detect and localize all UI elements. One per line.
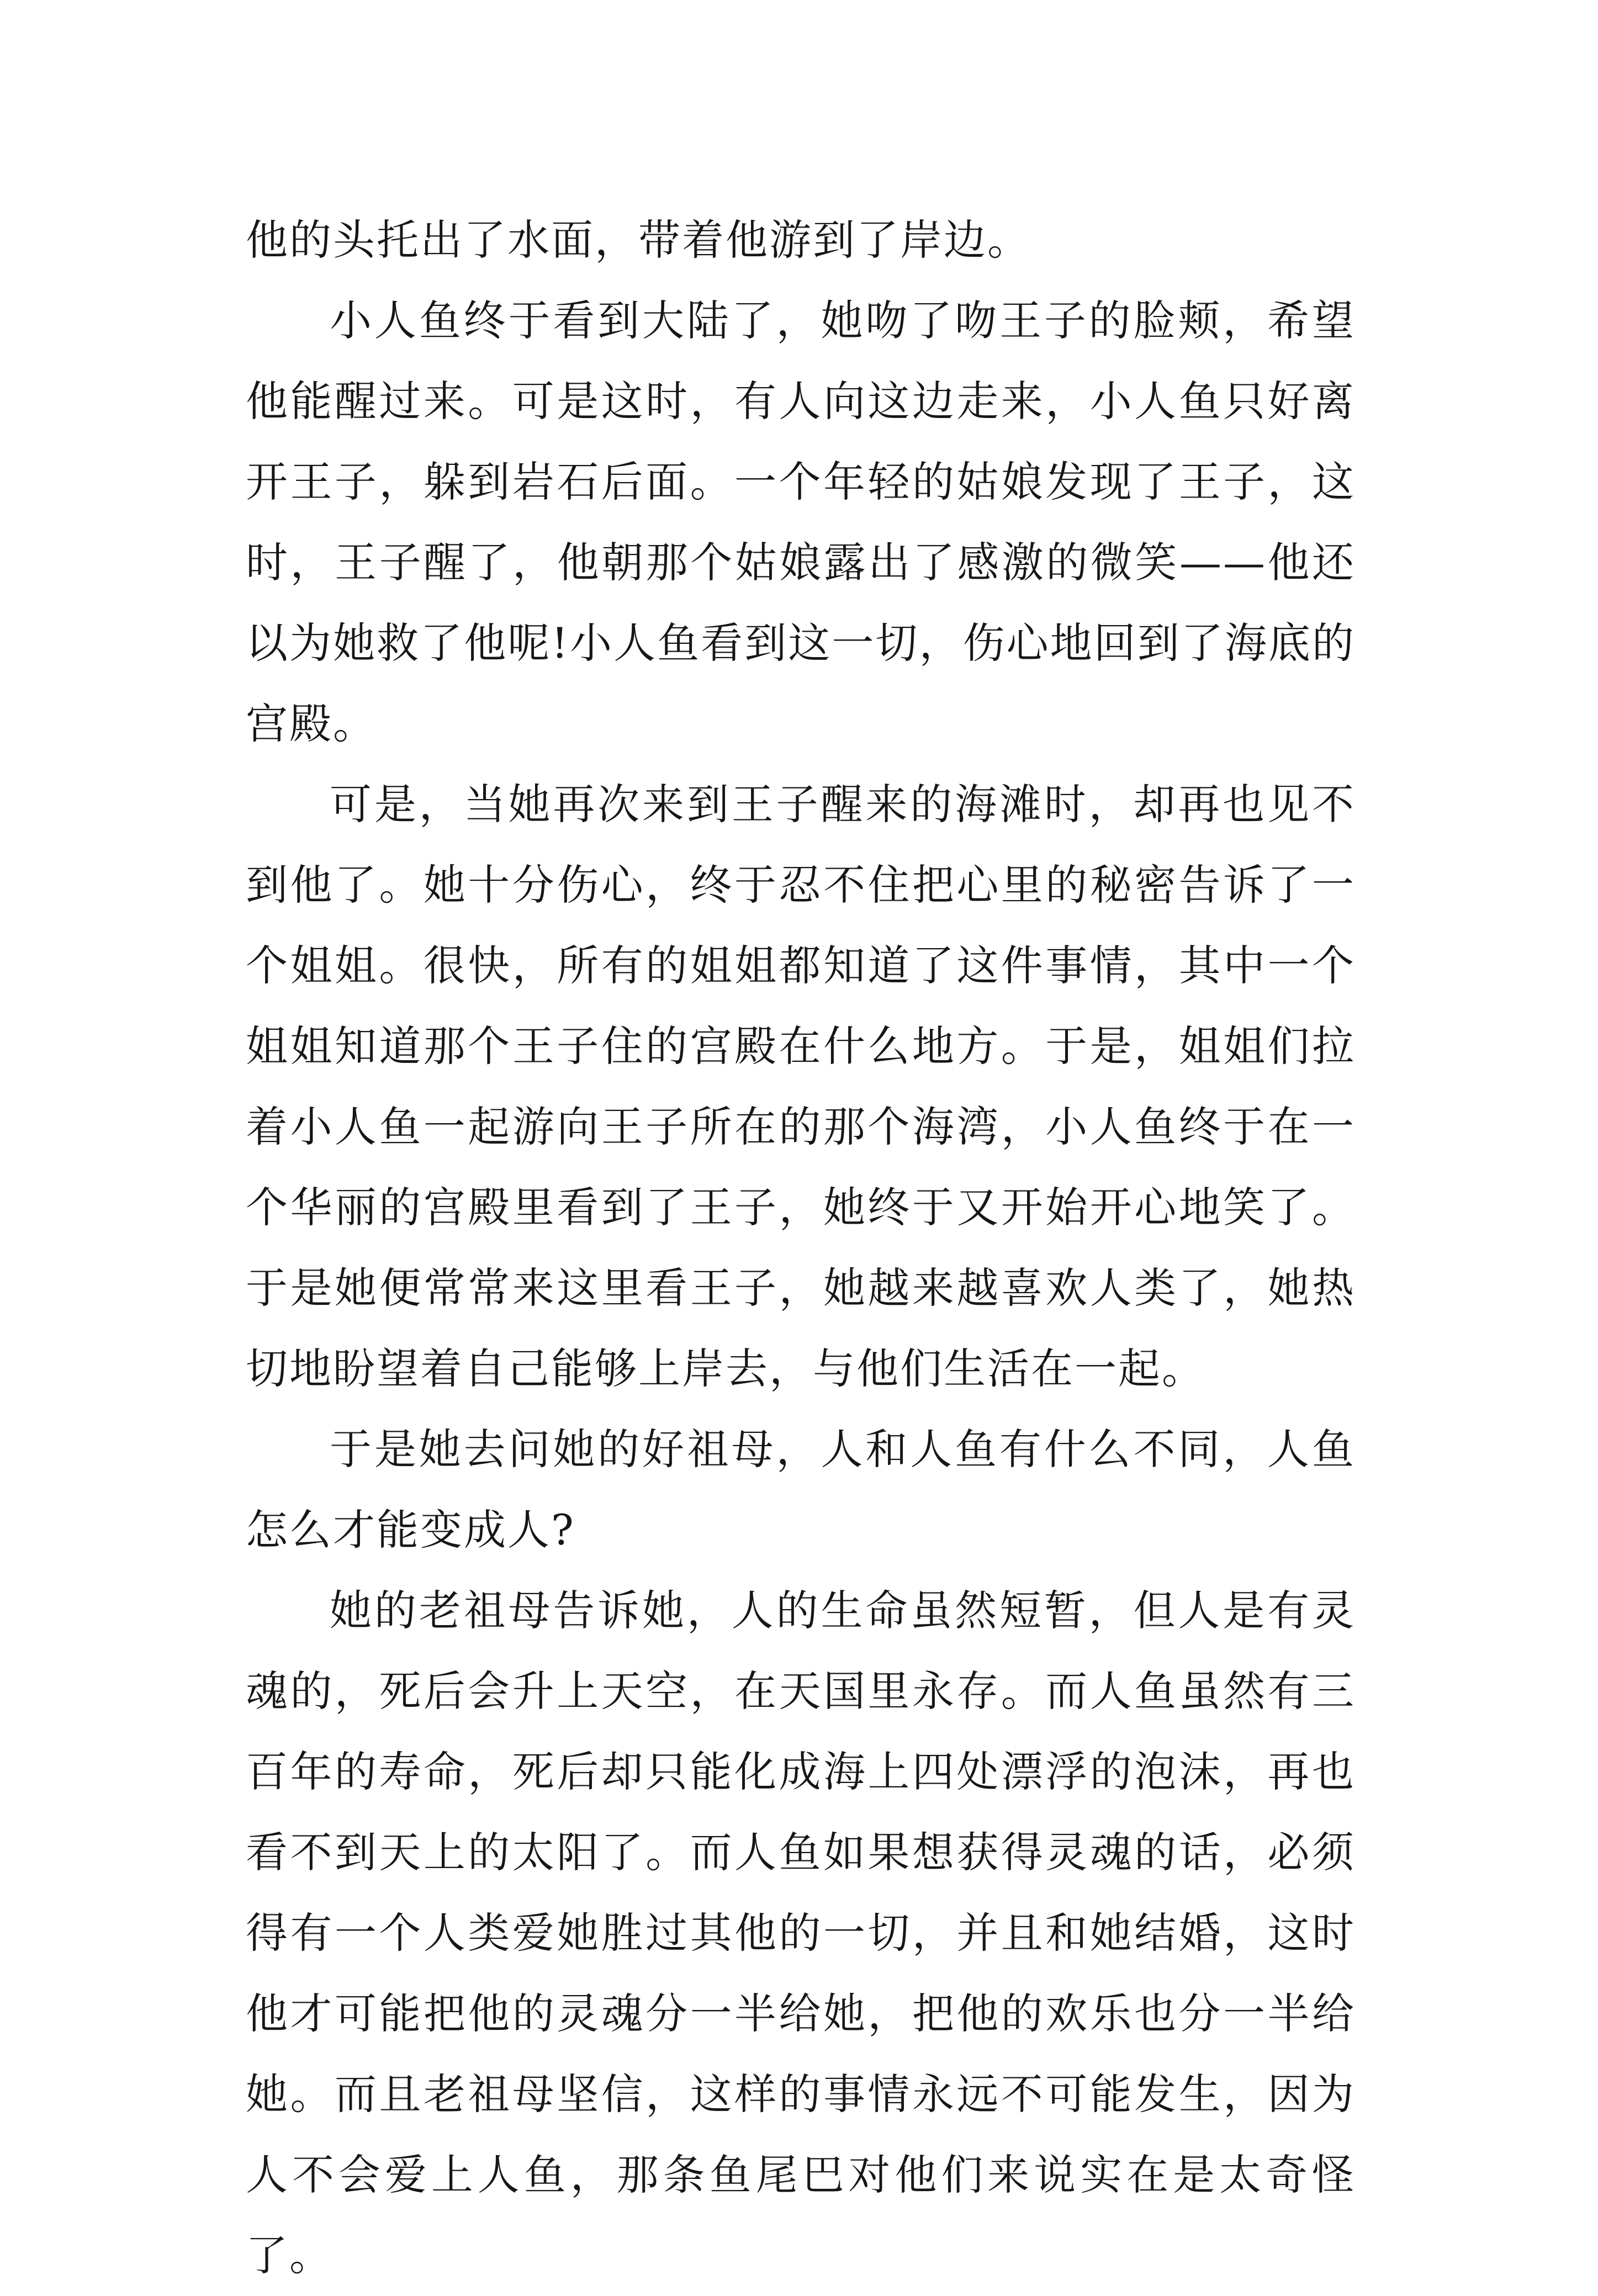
paragraph-1: 他的头托出了水面，带着他游到了岸边。 bbox=[246, 215, 1031, 264]
body-text bbox=[246, 200, 1356, 2296]
paragraph-5: 她的老祖母告诉她，人的生命虽然短暂，但人是有灵魂的，死后会升上天空，在天国里永存。而人鱼虽然有三百年的寿命，死后却只能化成海上四处漂浮的泡沫，再也看不到天上的太阳了。而人鱼如果想获得灵魂的话，必须得有一个人类爱她胜过其他的一切，并且和她结婚，这时他才可能把他的灵魂分一半给她，把他的欢乐也分一半给她。而且老祖母坚信，这样的事情永远不可能发生，因为人不会爱上人鱼，那条鱼尾巴对他们来说实在是太奇怪了。 bbox=[246, 1586, 1356, 2280]
paragraph-3: 可是，当她再次来到王子醒来的海滩时，却再也见不到他了。她十分伤心，终于忍不住把心里的秘密告诉了一个姐姐。很快，所有的姐姐都知道了这件事情，其中一个姐姐知道那个王子住的宫殿在什么地方。于是，姐姐们拉着小人鱼一起游向王子所在的那个海湾，小人鱼终于在一个华丽的宫殿里看到了王子，她终于又开始开心地笑了。于是她便常常来这里看王子，她越来越喜欢人类了，她热切地盼望着自己能够上岸去，与他们生活在一起。 bbox=[246, 780, 1356, 1393]
paragraph-4: 于是她去问她的好祖母，人和人鱼有什么不同，人鱼怎么才能变成人? bbox=[246, 1425, 1356, 1554]
paragraph-2: 小人鱼终于看到大陆了，她吻了吻王子的脸颊，希望他能醒过来。可是这时，有人向这边走来，小人鱼只好离开王子，躲到岩石后面。一个年轻的姑娘发现了王子，这时，王子醒了，他朝那个姑娘露出了感激的微笑——他还以为她救了他呢!小人鱼看到这一切，伤心地回到了海底的宫殿。 bbox=[246, 296, 1356, 748]
